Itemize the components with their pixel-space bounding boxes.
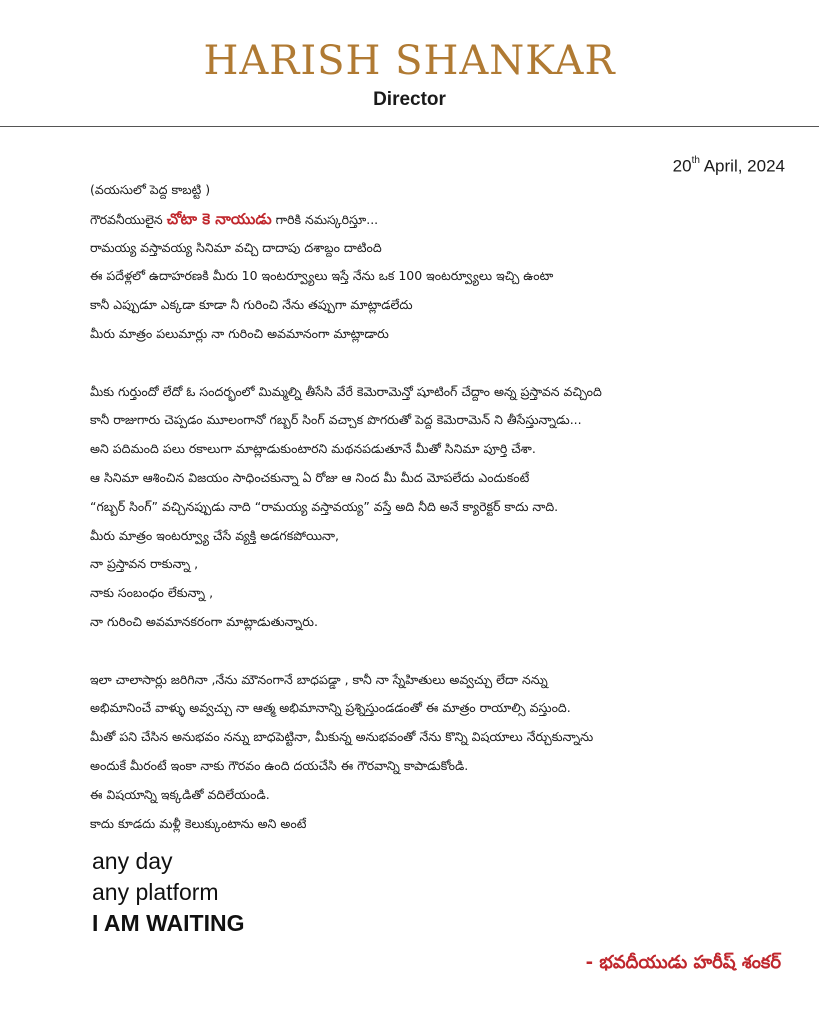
paragraph2-line: కానీ రాజుగారు చెప్పడం మూలంగానో గబ్బర్ సింగ్ వచ్చాక పొగరుతో పెద్ద కెమెరామెన్ ని తీసేస్తున్నాడు... [90, 412, 582, 428]
salutation-note: (వయసులో పెద్ద కాబట్టి ) [90, 182, 211, 197]
paragraph2-line: నా ప్రస్తావన రాకున్నా , [90, 556, 199, 572]
paragraph2-line: మీకు గుర్తుందో లేదో ఓ సందర్భంలో మిమ్మల్ని తీసేసి వేరే కెమెరామెన్తో షూటింగ్ చేద్దాం అన్న ప్రస్తావన వచ్చింది [90, 383, 602, 399]
salutation-line [90, 205, 780, 234]
header-divider [0, 126, 819, 127]
paragraph2-line: మీరు మాత్రం ఇంటర్వ్యూ చేసే వ్యక్తి అడగకపోయినా, [90, 527, 339, 543]
closing-line-1: any day [92, 848, 173, 874]
paragraph-gap [90, 349, 780, 378]
paragraph1-line: ఈ పదేళ్లలో ఉదాహరణకి మీరు 10 ఇంటర్వ్యూలు ఇస్తే నేను ఒక 100 ఇంటర్వ్యూలు ఇచ్చి ఉంటా [90, 268, 554, 284]
paragraph3-line: ఈ విషయాన్ని ఇక్కడితో వదిలేయండి. [90, 786, 270, 802]
salutation-suffix: గారికి నమస్కరిస్తూ... [271, 211, 379, 227]
paragraph2-line: నా గురించి అవమానకరంగా మాట్లాడుతున్నారు. [90, 613, 318, 629]
letterhead-name: HARISH SHANKAR [203, 38, 616, 84]
signature: - భవదీయుడు హరీష్ శంకర్ [585, 952, 781, 973]
paragraph1-line: కానీ ఎప్పుడూ ఎక్కడా కూడా నీ గురించి నేను తప్పుగా మాట్లాడలేదు [90, 297, 413, 313]
paragraph2-line: నాకు సంబంధం లేకున్నా , [90, 585, 214, 601]
paragraph-gap [90, 637, 780, 666]
addressee-name: చోటా కె నాయుడు [166, 209, 272, 228]
paragraph3-line: కాదు కూడదు మళ్లీ కెలుక్కుంటాను అని అంటే [90, 815, 307, 831]
paragraph1-line: మీరు మాత్రం పలుమార్లు నా గురించి అవమానంగా మాట్లాడారు [90, 325, 389, 341]
paragraph3-line: అభిమానించే వాళ్ళు అవ్వచ్చు నా ఆత్మ అభిమానాన్ని ప్రశ్నిస్తుండడంతో ఈ మాత్రం రాయాల్సి వస్తుంది. [90, 700, 571, 716]
date-rest: April, 2024 [699, 156, 785, 176]
closing-line-3: I AM WAITING [92, 910, 245, 936]
letterhead-title: Director [373, 89, 446, 110]
paragraph1-line: రామయ్య వస్తావయ్య సినిమా వచ్చి దాదాపు దశాబ్దం దాటింది [90, 239, 382, 255]
salutation-prefix: గౌరవనీయులైన [90, 211, 167, 227]
paragraph2-line: అని పదిమంది పలు రకాలుగా మాట్లాడుకుంటారని మథనపడుతూనే మీతో సినిమా పూర్తి చేశా. [90, 441, 536, 457]
closing-statement [92, 846, 244, 939]
paragraph3-line: మీతో పని చేసిన అనుభవం నన్ను బాధపెట్టినా, మీకున్న అనుభవంతో నేను కొన్ని విషయాలు నేర్చుకున్నాను [90, 729, 594, 745]
closing-line-2: any platform [92, 879, 219, 905]
letter-date [673, 152, 785, 178]
letter-body [90, 176, 780, 838]
paragraph2-line: ఆ సినిమా ఆశించిన విజయం సాధించకున్నా ఏ రోజు ఆ నింద మీ మీద మోపలేదు ఎందుకంటే [90, 469, 530, 485]
date-day: 20 [672, 156, 692, 176]
paragraph3-line: అందుకే మీరంటే ఇంకా నాకు గౌరవం ఉంది దయచేసి ఈ గౌరవాన్ని కాపాడుకోండి. [90, 757, 469, 773]
date-suffix: th [691, 155, 700, 166]
paragraph2-line: “గబ్బర్ సింగ్” వచ్చినప్పుడు నాది “రామయ్య వస్తావయ్య” వస్తే అది నీది అనే క్యారెక్టర్ కాదు నాది. [90, 498, 559, 514]
paragraph3-line: ఇలా చాలాసార్లు జరిగినా ,నేను మౌనంగానే బాధపడ్డా , కానీ నా స్నేహితులు అవ్వచ్చు లేదా నన్ను [90, 671, 548, 687]
